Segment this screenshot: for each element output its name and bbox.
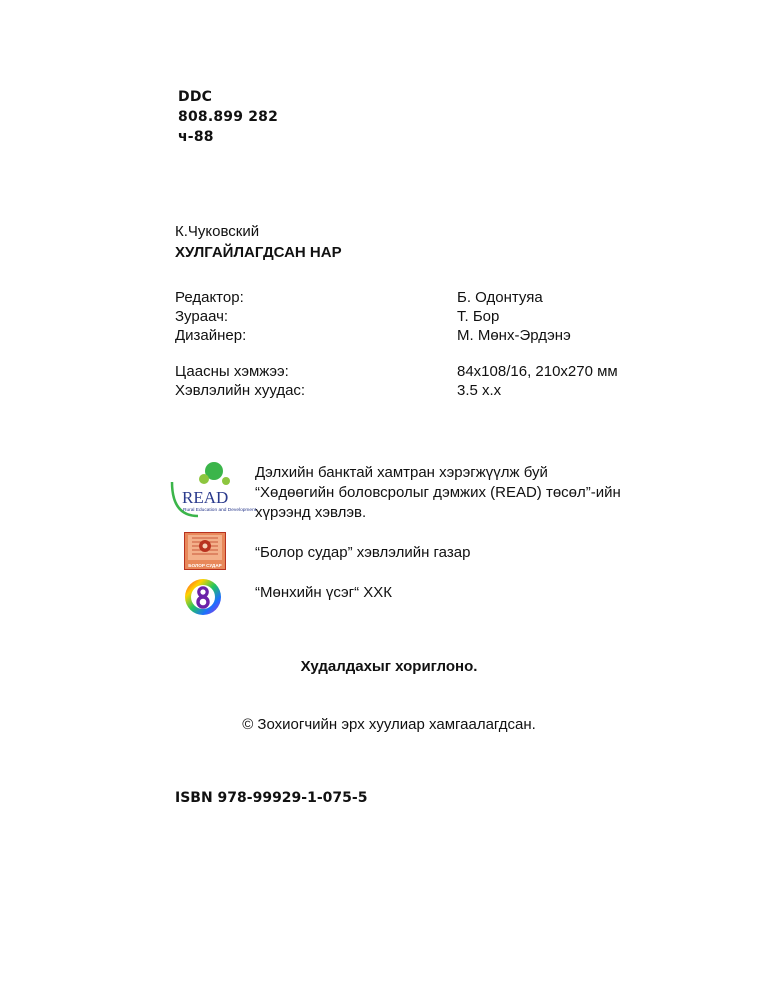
- read-logo-subtext: Rural Education and Development: [183, 508, 257, 513]
- isbn-number: ISBN 978-99929-1-075-5: [175, 790, 368, 806]
- bolor-sudar-logo: [184, 532, 226, 570]
- read-logo-circle-medium: [199, 474, 209, 484]
- designer-value: М. Мөнх-Эрдэнэ: [457, 327, 571, 344]
- not-for-sale-notice: Худалдахыг хориглоно.: [300, 658, 478, 675]
- illustrator-label: Зураач:: [175, 308, 229, 325]
- read-logo-wordmark: READ: [182, 488, 229, 507]
- bolor-logo-pupil: [203, 544, 208, 549]
- paper-size-value: 84x108/16, 210x270 мм: [457, 363, 618, 380]
- read-note-line-1: Дэлхийн банктай хамтран хэрэгжүүлж буй: [255, 464, 548, 481]
- editor-label: Редактор:: [175, 289, 244, 306]
- ddc-cutter: ч-88: [178, 129, 214, 145]
- monkhiin-useg-logo: [183, 577, 223, 617]
- print-sheets-value: 3.5 х.х: [457, 382, 502, 399]
- book-title: ХУЛГАЙЛАГДСАН НАР: [175, 244, 342, 261]
- print-sheets-label: Хэвлэлийн хуудас:: [175, 382, 306, 399]
- book-author: К.Чуковский: [175, 223, 260, 240]
- designer-label: Дизайнер:: [175, 327, 247, 344]
- illustrator-value: Т. Бор: [457, 308, 500, 325]
- read-note-line-2: “Хөдөөгийн боловсролыг дэмжих (READ) төсөл”-ийн: [255, 484, 621, 501]
- read-project-note: [255, 463, 621, 523]
- ddc-classification: [178, 87, 278, 147]
- ddc-number: 808.899 282: [178, 109, 279, 125]
- editor-value: Б. Одонтуяа: [457, 289, 543, 306]
- read-note-line-3: хүрээнд хэвлэв.: [255, 504, 367, 521]
- read-logo: [168, 460, 257, 520]
- copyright-notice: © Зохиогчийн эрх хуулиар хамгаалагдсан.: [242, 716, 536, 733]
- read-logo-circle-small: [222, 477, 230, 485]
- monkhiin-useg-company: “Мөнхийн үсэг“ ХХК: [255, 584, 393, 601]
- paper-size-label: Цаасны хэмжээ:: [175, 363, 289, 380]
- ddc-label: DDC: [178, 89, 213, 105]
- bolor-logo-text: БОЛОР СУДАР: [188, 563, 222, 568]
- bolor-sudar-publisher: “Болор судар” хэвлэлийн газар: [255, 544, 471, 561]
